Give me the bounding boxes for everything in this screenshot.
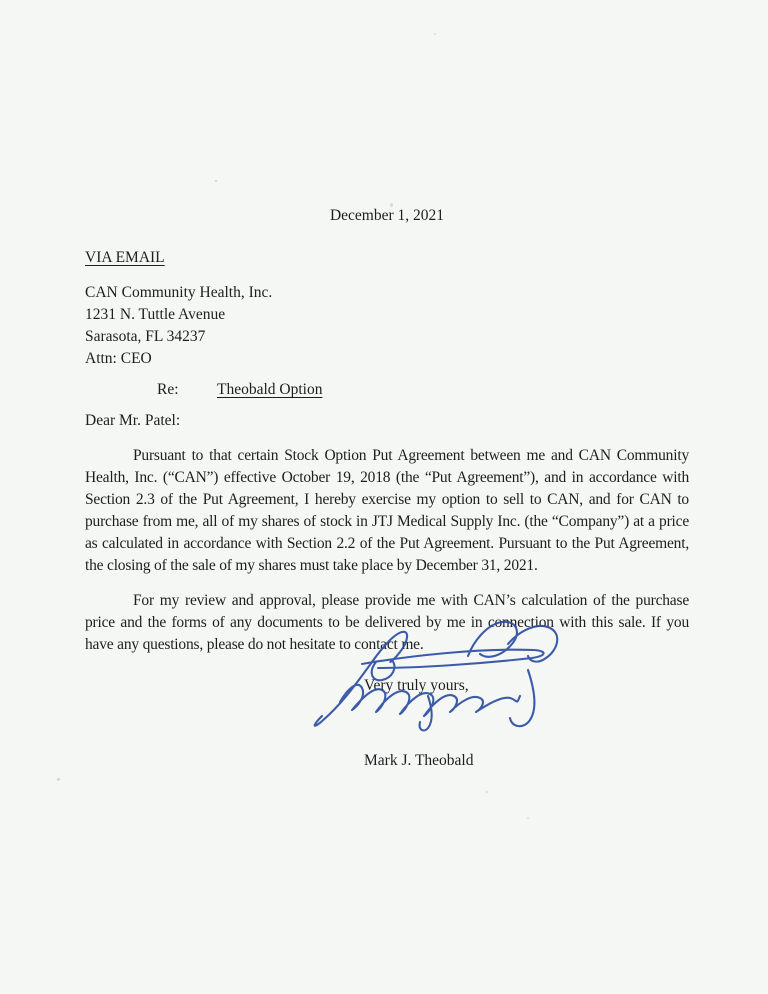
recipient-city-state-zip: Sarasota, FL 34237 [85,328,206,345]
letter-content [85,0,689,772]
scan-speck [57,778,60,781]
scan-speck [390,203,393,207]
body-paragraph-2: For my review and approval, please provide me with CAN’s calculation of the purchase price and the forms of any documents to be delivered by me in connection with this sale. If you have any questions, please do not hesitate to contact me. [85,592,689,653]
recipient-street: 1231 N. Tuttle Avenue [85,306,226,323]
re-label: Re: [157,381,179,398]
scan-speck [434,33,436,35]
re-subject: Theobald Option [217,381,323,398]
letter-date: December 1, 2021 [329,207,445,224]
recipient-address-block [85,282,689,370]
recipient-attention: Attn: CEO [85,350,152,367]
closing-phrase: Very truly yours, [364,677,469,694]
closing-block [364,675,689,772]
delivery-method: VIA EMAIL [85,249,165,266]
scan-speck [215,180,217,182]
scan-speck [486,791,488,793]
scan-speck [527,817,529,819]
salutation: Dear Mr. Patel: [85,412,181,429]
re-line [85,379,689,401]
signer-typed-name: Mark J. Theobald [364,752,474,769]
recipient-company: CAN Community Health, Inc. [85,284,273,301]
body-paragraph-1: Pursuant to that certain Stock Option Put Agreement between me and CAN Community Health, Inc. (“CAN”) effective October 19, 2018 (the “Put Agreement”), and in accordance with Section 2.3 of the Put Agreement, I hereby exercise my option to sell to CAN, and for CAN to purchase from me, all of my shares of stock in JTJ Medical Supply Inc. (the “Company”) at a price as calculated in accordance with Section 2.2 of the Put Agreement. Pursuant to the Put Agreement, the closing of the sale of my shares must take place by December 31, 2021. [85,447,689,574]
signature-space [364,697,689,750]
